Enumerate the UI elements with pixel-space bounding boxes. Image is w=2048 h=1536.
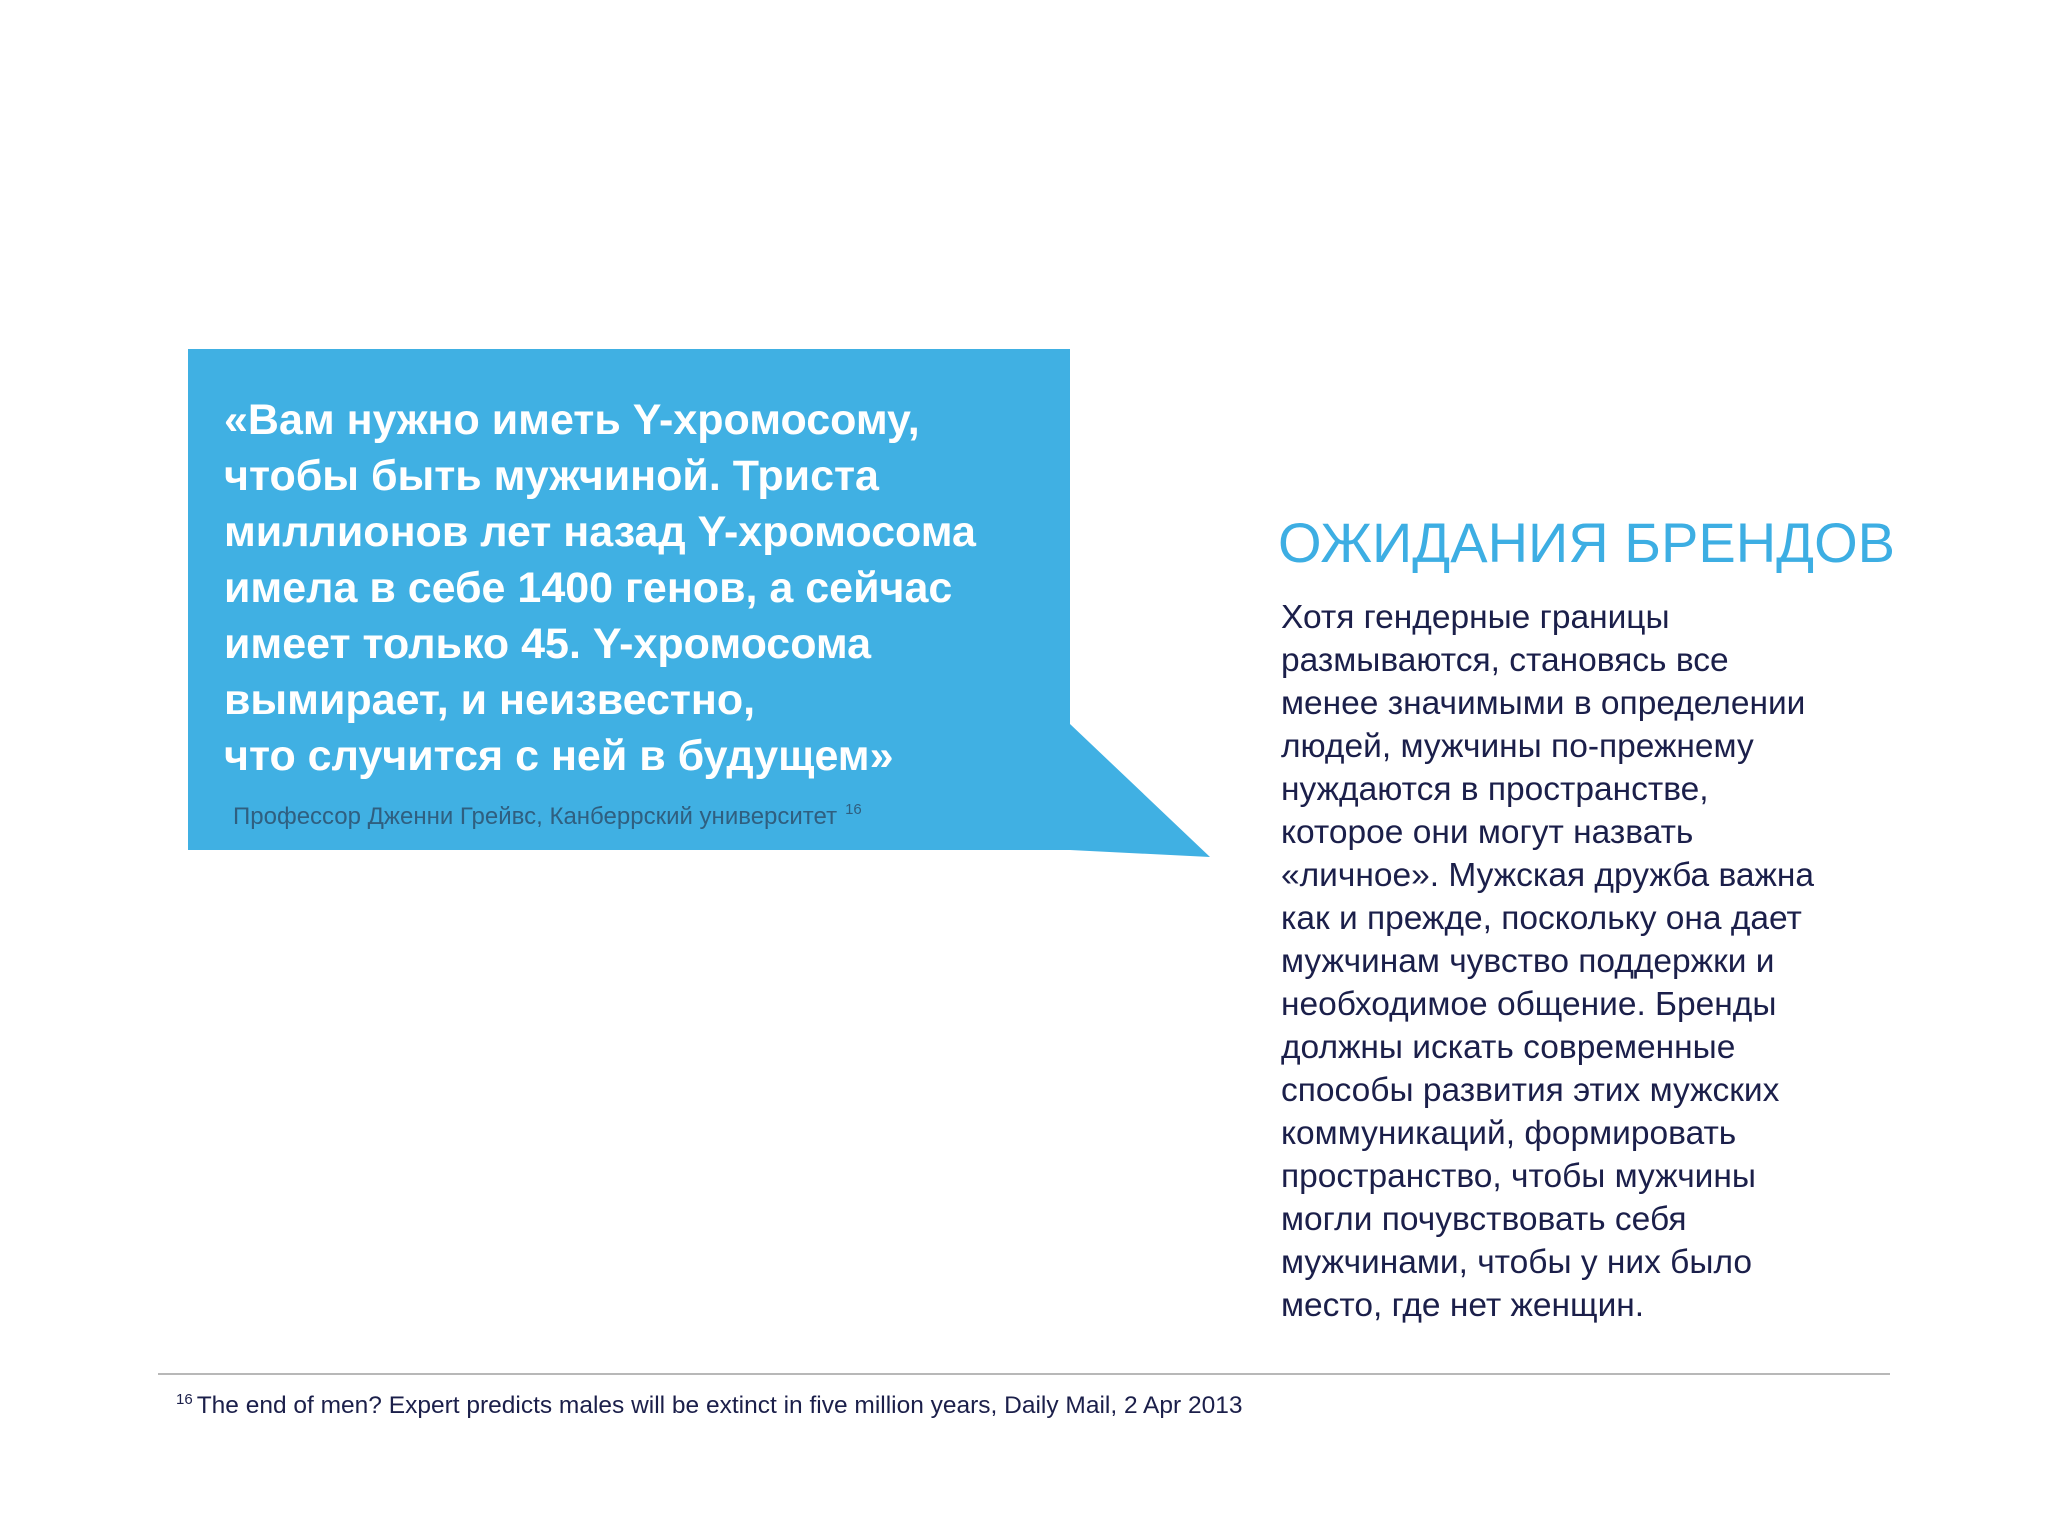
body-line: людей, мужчины по-прежнему — [1281, 728, 1754, 765]
section-heading: ОЖИДАНИЯ БРЕНДОВ — [1278, 511, 1895, 574]
quote-line: «Вам нужно иметь Y-хромосому, — [224, 396, 920, 444]
body-line: «личное». Мужская дружба важна — [1281, 857, 1815, 894]
quote-line: чтобы быть мужчиной. Триста — [224, 452, 879, 500]
quote-line: имеет только 45. Y-хромосома — [224, 620, 872, 668]
footnote-reference[interactable]: 16 — [845, 801, 862, 818]
footnote-text: The end of men? Expert predicts males will be extinct in five million years, Daily Mail, 2 Apr 2013 — [196, 1392, 1243, 1419]
body-line: размываются, становясь все — [1281, 642, 1729, 679]
quote-line: что случится с ней в будущем» — [224, 732, 894, 780]
body-line: как и прежде, поскольку она дает — [1281, 900, 1802, 937]
body-line: Хотя гендерные границы — [1281, 599, 1670, 636]
body-line: место, где нет женщин. — [1281, 1287, 1645, 1324]
body-line: способы развития этих мужских — [1281, 1072, 1780, 1109]
body-line: могли почувствовать себя — [1281, 1201, 1687, 1238]
body-line: мужчинами, чтобы у них было — [1281, 1244, 1752, 1281]
body-line: которое они могут назвать — [1281, 814, 1694, 851]
section-body — [1281, 596, 1981, 1327]
quote-line: миллионов лет назад Y-хромосома — [224, 508, 976, 556]
body-line: пространство, чтобы мужчины — [1281, 1158, 1756, 1195]
footnote-number: 16 — [176, 1391, 193, 1408]
body-line: коммуникаций, формировать — [1281, 1115, 1737, 1152]
body-line: должны искать современные — [1281, 1029, 1736, 1066]
body-line: менее значимыми в определении — [1281, 685, 1806, 722]
quote-text — [224, 392, 1084, 784]
quote-line: имела в себе 1400 генов, а сейчас — [224, 564, 953, 612]
body-line: мужчинам чувство поддержки и — [1281, 943, 1775, 980]
quote-attribution — [233, 795, 862, 832]
attribution-text: Профессор Дженни Грейвс, Канберрский университет — [233, 803, 838, 830]
body-line: необходимое общение. Бренды — [1281, 986, 1777, 1023]
footnote-divider — [158, 1373, 1890, 1375]
body-line: нуждаются в пространстве, — [1281, 771, 1709, 808]
quote-line: вымирает, и неизвестно, — [224, 676, 756, 724]
footnote — [176, 1384, 1242, 1422]
